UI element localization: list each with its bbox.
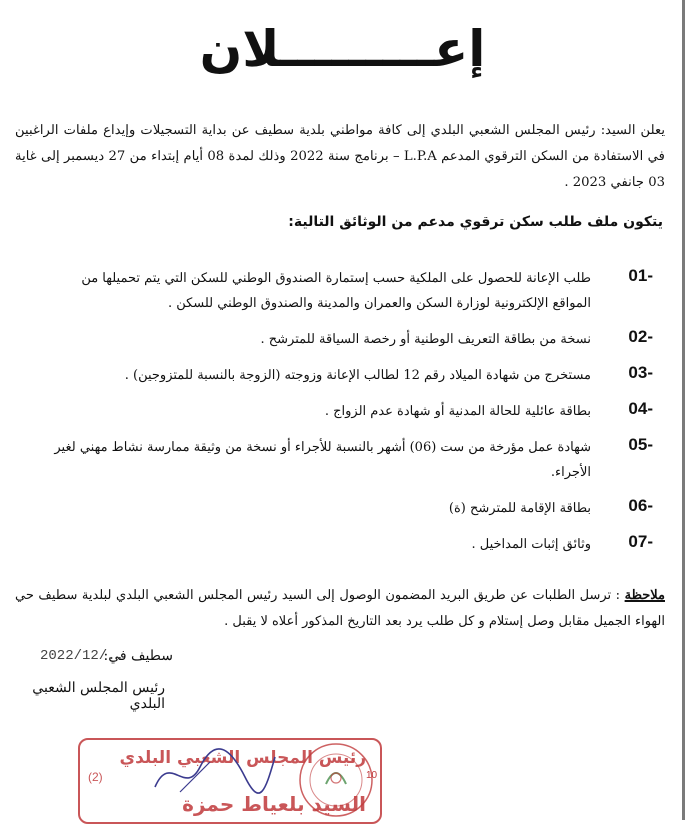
list-item xyxy=(43,327,653,352)
documents-heading: يتكون ملف طلب سكن ترقوي مدعم من الوثائق التالية: xyxy=(288,214,663,230)
item-number: 03- xyxy=(628,363,653,382)
stamp-name: السيد بلعياط حمزة xyxy=(182,792,366,816)
note-text: : ترسل الطلبات عن طريق البريد المضمون الوصول إلى السيد رئيس المجلس الشعبي البلدي لبلدية سطيف حي الهواء الجميل مقابل وصل إستلام و كل طلب يرد بعد التاريخ المذكور أعلاه لا يقبل . xyxy=(15,588,665,629)
item-text: بطاقة عائلية للحالة المدنية أو شهادة عدم الزواج . xyxy=(324,404,591,419)
item-text: طلب الإعانة للحصول على الملكية حسب إستمارة الصندوق الوطني للسكن التي يتم تحميلها من المواقع الإلكترونية لوزارة السكن والعمران والمدينة والصندوق الوطني للسكن . xyxy=(81,271,591,311)
list-item xyxy=(43,399,653,424)
item-number: 07- xyxy=(628,532,653,551)
item-number: 01- xyxy=(628,266,653,285)
stamp-number: (2) xyxy=(88,770,103,784)
note-paragraph xyxy=(15,583,665,635)
list-item xyxy=(43,266,653,316)
page-title: إعـــــــــلان xyxy=(199,20,486,78)
item-text: نسخة من بطاقة التعريف الوطنية أو رخصة السياقة للمترشح . xyxy=(260,332,591,347)
item-text: شهادة عمل مؤرخة من ست (06) أشهر بالنسبة للأجراء أو نسخة من وثيقة ممارسة نشاط مهني لغير الأجراء. xyxy=(54,440,591,480)
list-item xyxy=(43,435,653,485)
place-label: سطيف في: xyxy=(103,648,173,664)
list-item xyxy=(43,496,653,521)
list-item xyxy=(43,532,653,557)
seal-number: 10 xyxy=(366,770,378,781)
item-number: 02- xyxy=(628,327,653,346)
item-text: بطاقة الإقامة للمترشح (ة) xyxy=(448,501,591,516)
note-label: ملاحظة xyxy=(624,588,665,603)
item-number: 05- xyxy=(628,435,653,454)
item-number: 06- xyxy=(628,496,653,515)
item-text: وثائق إثبات المداخيل . xyxy=(471,537,591,552)
documents-list xyxy=(43,266,653,568)
signature-icon xyxy=(150,742,280,802)
list-item xyxy=(43,363,653,388)
intro-paragraph: يعلن السيد: رئيس المجلس الشعبي البلدي إلى كافة مواطني بلدية سطيف عن بداية التسجيلات وإيداع ملفات الراغبين في الاستفادة من السكن الترقوي المدعم L.P.A – برنامج سنة 2022 وذلك لمدة 08 أيام إبتداء من 27 ديسمبر إلى غاية 03 جانفي 2023 . xyxy=(15,123,665,190)
stamp-title: رئيس المجلس الشعبي البلدي xyxy=(119,748,366,768)
item-number: 04- xyxy=(628,399,653,418)
date-text: 2022/12/.. xyxy=(40,648,125,664)
signer-title: رئيس المجلس الشعبي البلدي xyxy=(32,680,165,712)
round-seal-icon xyxy=(296,740,376,824)
item-text: مستخرج من شهادة الميلاد رقم 12 لطالب الإعانة وزوجته (الزوجة بالنسبة للمتزوجين) . xyxy=(124,368,591,383)
